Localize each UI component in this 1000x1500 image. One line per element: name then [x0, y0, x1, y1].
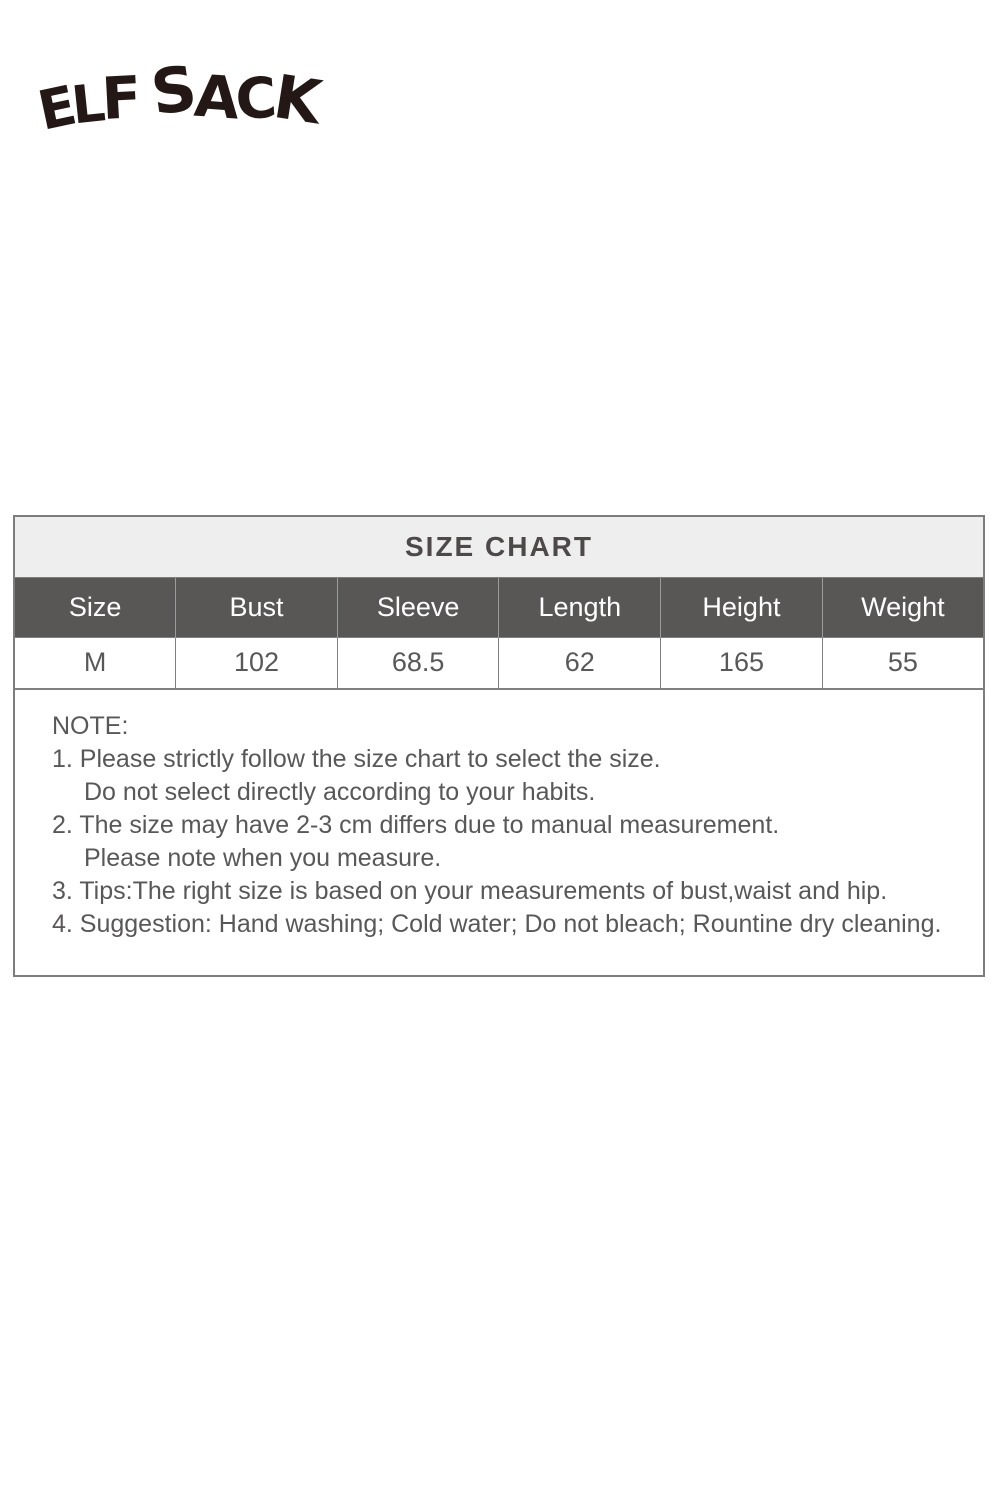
- brand-logo: E L F S A C K: [32, 51, 324, 143]
- note-line-3: 3. Tips:The right size is based on your measurements of bust,waist and hip.: [52, 876, 888, 905]
- note-line-1b: Do not select directly according to your habits.: [84, 777, 596, 806]
- col-header-sleeve: Sleeve: [337, 578, 499, 637]
- col-header-bust: Bust: [176, 578, 338, 637]
- note-line-4: 4. Suggestion: Hand washing; Cold water; Do not bleach; Rountine dry cleaning.: [52, 909, 942, 938]
- col-header-height: Height: [661, 578, 823, 637]
- cell-sleeve: 68.5: [337, 637, 499, 688]
- cell-height: 165: [661, 637, 823, 688]
- cell-length: 62: [499, 637, 661, 688]
- note-line-2: 2. The size may have 2-3 cm differs due to manual measurement.: [52, 810, 780, 839]
- size-chart-section: [13, 515, 985, 977]
- size-table-row-m: [14, 637, 984, 688]
- cell-weight: 55: [822, 637, 984, 688]
- notes-heading: NOTE:: [52, 711, 129, 740]
- size-chart-title: SIZE CHART: [13, 515, 985, 578]
- note-line-2b: Please note when you measure.: [84, 843, 442, 872]
- size-table-header-row: [14, 578, 984, 637]
- cell-size: M: [14, 637, 176, 688]
- col-header-weight: Weight: [822, 578, 984, 637]
- cell-bust: 102: [176, 637, 338, 688]
- note-line-1: 1. Please strictly follow the size chart to select the size.: [52, 744, 661, 773]
- size-table: [13, 578, 985, 689]
- col-header-size: Size: [14, 578, 176, 637]
- col-header-length: Length: [499, 578, 661, 637]
- notes-section: [13, 689, 985, 977]
